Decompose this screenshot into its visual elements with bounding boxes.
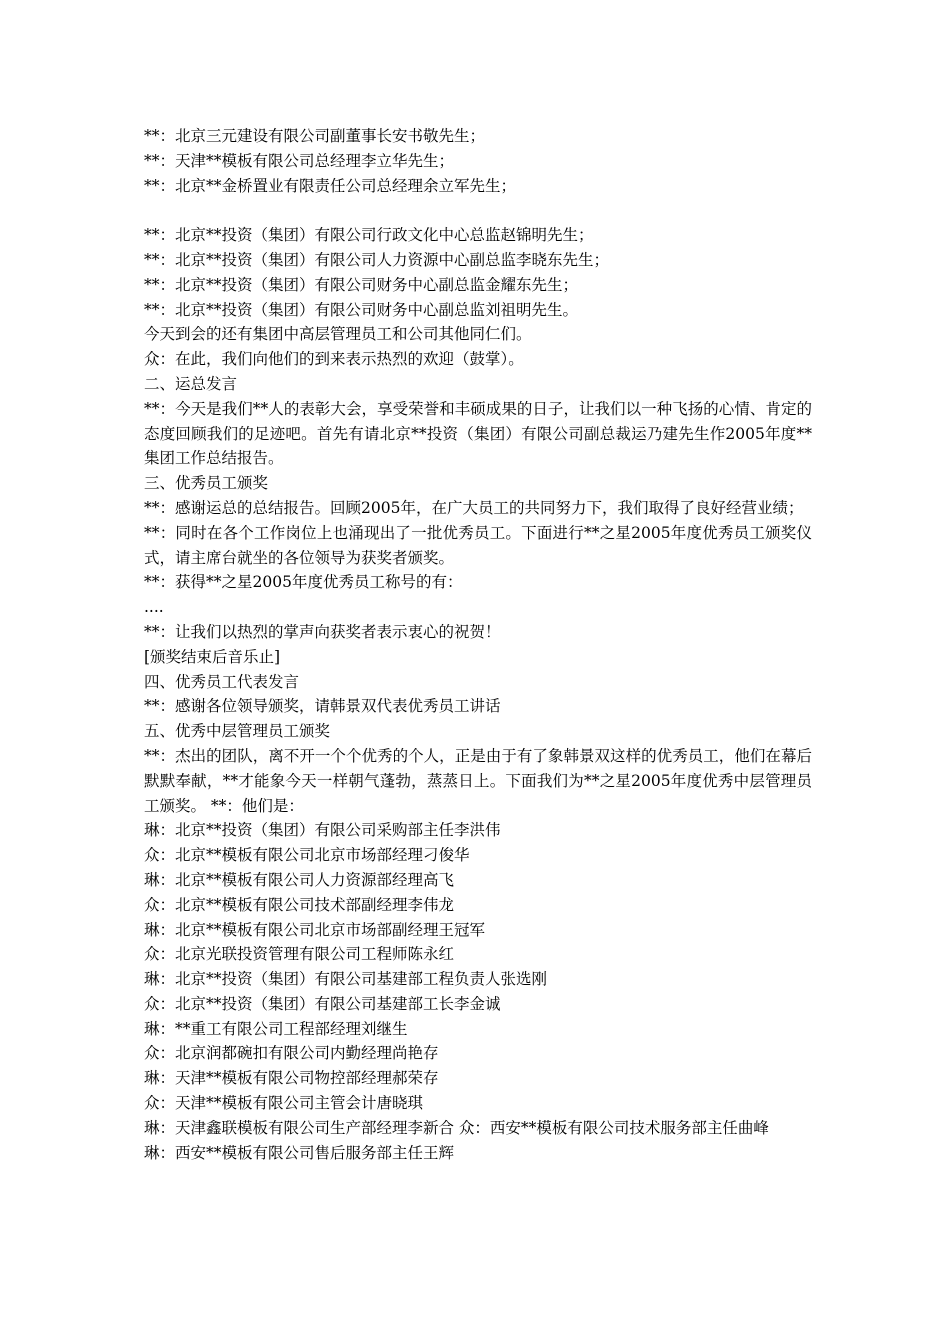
text-line: .... xyxy=(144,598,164,617)
list-item: 众：北京**模板有限公司技术部副经理李伟龙 xyxy=(144,895,455,914)
text-line: **：北京**投资（集团）有限公司人力资源中心副总监李晓东先生； xyxy=(144,250,610,269)
list-item: 众：北京润都碗扣有限公司内勤经理尚艳存 xyxy=(144,1044,439,1063)
section-heading: 四、优秀员工代表发言 xyxy=(144,672,300,691)
list-item: 众：北京光联投资管理有限公司工程师陈永红 xyxy=(144,945,455,964)
text-line: **：天津**模板有限公司总经理李立华先生； xyxy=(144,151,455,170)
document-body xyxy=(144,124,812,1165)
text-paragraph: **：同时在各个工作岗位上也涌现出了一批优秀员工。下面进行**之星2005年度优秀员工颁奖仪式，请主席台就坐的各位领导为获奖者颁奖。 xyxy=(144,523,812,567)
list-item: 琳：北京**投资（集团）有限公司采购部主任李洪伟 xyxy=(144,821,501,840)
list-item: 琳：北京**模板有限公司北京市场部副经理王冠军 xyxy=(144,920,486,939)
text-line: **：让我们以热烈的掌声向获奖者表示衷心的祝贺！ xyxy=(144,622,501,641)
text-line: **：北京三元建设有限公司副董事长安书敬先生； xyxy=(144,127,486,145)
text-line: **：北京**投资（集团）有限公司财务中心副总监刘祖明先生。 xyxy=(144,300,579,319)
list-item: 众：北京**投资（集团）有限公司基建部工长李金诚 xyxy=(144,994,501,1013)
text-line: [颁奖结束后音乐止] xyxy=(144,647,281,666)
list-item: 琳：北京**模板有限公司人力资源部经理高飞 xyxy=(144,870,455,889)
section-heading: 五、优秀中层管理员工颁奖 xyxy=(144,722,331,741)
text-line: **：北京**金桥置业有限责任公司总经理余立军先生； xyxy=(144,176,517,195)
text-line: **：获得**之星2005年度优秀员工称号的有： xyxy=(144,573,463,592)
list-item: 琳：北京**投资（集团）有限公司基建部工程负责人张选刚 xyxy=(144,970,548,989)
text-paragraph: **：感谢运总的总结报告。回顾2005年，在广大员工的共同努力下，我们取得了良好经营业绩； xyxy=(144,498,804,517)
text-paragraph: **：今天是我们**人的表彰大会，享受荣誉和丰硕成果的日子，让我们以一种飞扬的心情、肯定的态度回顾我们的足迹吧。首先有请北京**投资（集团）有限公司副总裁运乃建先生作2005年度**集团工作总结报告。 xyxy=(144,399,812,468)
section-heading: 二、运总发言 xyxy=(144,374,238,393)
section-heading: 三、优秀员工颁奖 xyxy=(144,474,269,493)
text-line: **：感谢各位领导颁奖，请韩景双代表优秀员工讲话 xyxy=(144,697,501,716)
text-paragraph: **：杰出的团队，离不开一个个优秀的个人，正是由于有了象韩景双这样的优秀员工，他们在幕后默默奉献，**才能象今天一样朝气蓬勃，蒸蒸日上。下面我们为**之星2005年度优秀中层管理员工颁奖。 **：他们是： xyxy=(144,746,812,815)
list-item: 琳：天津鑫联模板有限公司生产部经理李新合 众：西安**模板有限公司技术服务部主任曲峰 xyxy=(144,1118,769,1137)
text-line: 众：在此，我们向他们的到来表示热烈的欢迎（鼓掌）。 xyxy=(144,350,524,369)
list-item: 众：北京**模板有限公司北京市场部经理刁俊华 xyxy=(144,846,470,865)
text-line: **：北京**投资（集团）有限公司财务中心副总监金耀东先生； xyxy=(144,275,579,294)
list-item: 琳：**重工有限公司工程部经理刘继生 xyxy=(144,1019,408,1038)
list-item: 众：天津**模板有限公司主管会计唐晓琪 xyxy=(144,1094,424,1113)
list-item: 琳：天津**模板有限公司物控部经理郝荣存 xyxy=(144,1069,439,1088)
blank-line xyxy=(144,198,812,223)
text-line: **：北京**投资（集团）有限公司行政文化中心总监赵锦明先生； xyxy=(144,226,594,245)
list-item: 琳：西安**模板有限公司售后服务部主任王辉 xyxy=(144,1143,455,1162)
text-line: 今天到会的还有集团中高层管理员工和公司其他同仁们。 xyxy=(144,325,532,344)
